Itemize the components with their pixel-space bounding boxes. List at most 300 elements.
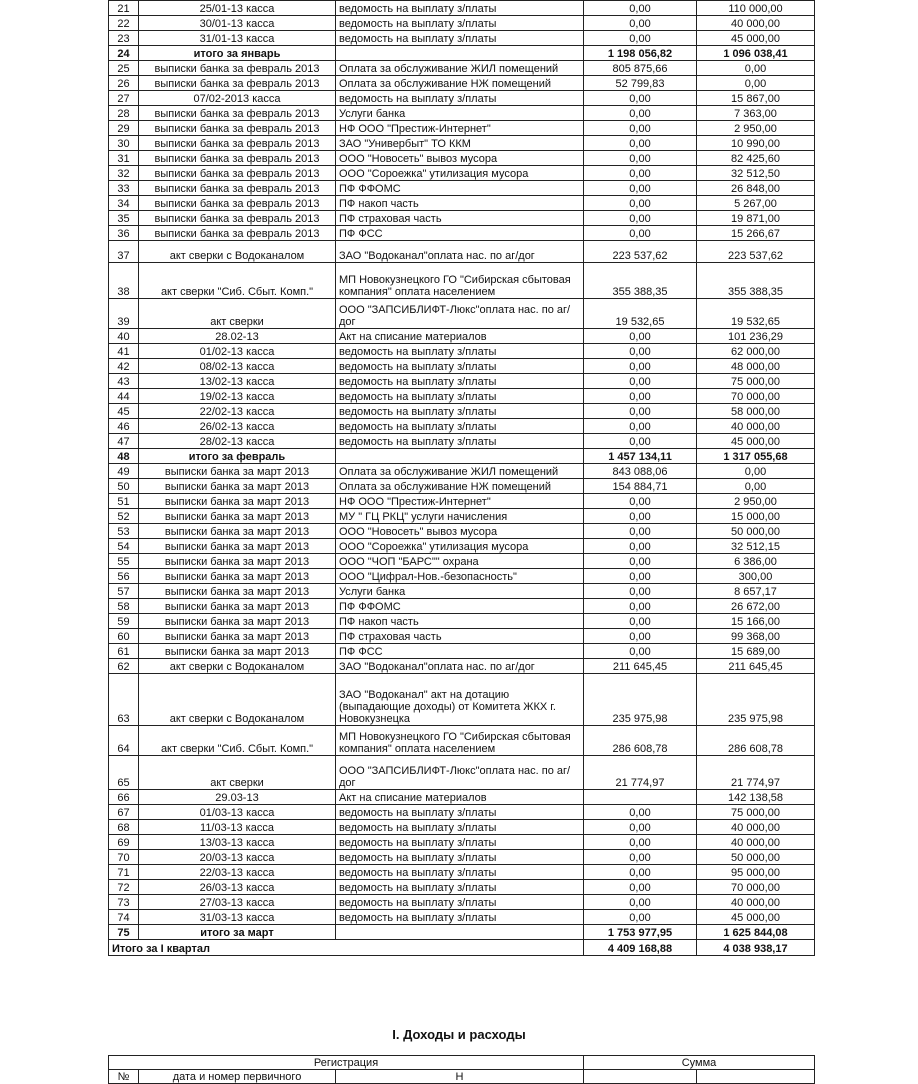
table-row [109,880,815,895]
expense-cell: 21 774,97 [697,756,815,790]
date-number-header: дата и номер первичного [139,1070,336,1084]
description-cell: ООО "ЗАПСИБЛИФТ-Люкс"оплата нас. по аг/дог [336,756,584,790]
row-number: 48 [109,449,139,464]
income-cell: 0,00 [584,211,697,226]
description-cell: ООО "Сороежка" утилизация мусора [336,539,584,554]
income-cell: 0,00 [584,805,697,820]
quarter-total-label: Итого за I квартал [109,940,584,956]
row-number: 23 [109,31,139,46]
expense-cell: 8 657,17 [697,584,815,599]
row-number: 35 [109,211,139,226]
income-cell: 211 645,45 [584,659,697,674]
subtotal-row [109,46,815,61]
registration-cell: выписки банка за февраль 2013 [139,226,336,241]
table-row [109,1,815,16]
registration-cell: 28.02-13 [139,329,336,344]
registration-cell: выписки банка за февраль 2013 [139,61,336,76]
registration-cell: выписки банка за март 2013 [139,629,336,644]
description-cell: ПФ ФСС [336,226,584,241]
registration-cell: акт сверки [139,756,336,790]
row-number: 37 [109,241,139,263]
income-cell: 0,00 [584,524,697,539]
description-cell: ПФ страховая часть [336,211,584,226]
description-cell: МП Новокузнецкого ГО "Сибирская сбытовая компания" оплата населением [336,726,584,756]
registration-cell: выписки банка за март 2013 [139,554,336,569]
registration-cell: выписки банка за март 2013 [139,599,336,614]
expense-cell: 32 512,50 [697,166,815,181]
row-number: 28 [109,106,139,121]
expense-cell: 48 000,00 [697,359,815,374]
registration-cell: выписки банка за март 2013 [139,644,336,659]
income-cell: 0,00 [584,226,697,241]
expense-cell: 19 871,00 [697,211,815,226]
table-row [109,151,815,166]
table-row [109,865,815,880]
income-cell: 235 975,98 [584,674,697,726]
description-cell: Оплата за обслуживание НЖ помещений [336,76,584,91]
expense-cell: 110 000,00 [697,1,815,16]
description-cell: ЗАО "Водоканал"оплата нас. по аг/дог [336,241,584,263]
description-cell: ведомость на выплату з/платы [336,344,584,359]
table-row [109,790,815,805]
table-row [109,404,815,419]
row-number: 68 [109,820,139,835]
income-cell: 0,00 [584,121,697,136]
income-cell: 0,00 [584,820,697,835]
description-cell [336,925,584,940]
income-cell: 0,00 [584,359,697,374]
row-number: 54 [109,539,139,554]
income-cell: 21 774,97 [584,756,697,790]
expense-cell: 70 000,00 [697,389,815,404]
table-row [109,659,815,674]
table-row [109,434,815,449]
income-cell: 0,00 [584,910,697,925]
description-cell: ведомость на выплату з/платы [336,359,584,374]
row-number: 55 [109,554,139,569]
table-row [109,805,815,820]
row-number: 58 [109,599,139,614]
income-cell: 0,00 [584,494,697,509]
registration-cell: выписки банка за март 2013 [139,614,336,629]
row-number: 44 [109,389,139,404]
registration-cell: 26/02-13 касса [139,419,336,434]
expense-cell: 70 000,00 [697,880,815,895]
expense-cell: 355 388,35 [697,263,815,299]
income-cell: 0,00 [584,106,697,121]
income-cell: 0,00 [584,136,697,151]
table-row [109,584,815,599]
row-number: 60 [109,629,139,644]
expense-cell: 300,00 [697,569,815,584]
income-cell: 1 198 056,82 [584,46,697,61]
table-row [109,850,815,865]
description-cell: ПФ страховая часть [336,629,584,644]
expense-cell: 0,00 [697,61,815,76]
table-row [109,389,815,404]
expense-cell: 62 000,00 [697,344,815,359]
expense-cell: 2 950,00 [697,121,815,136]
registration-cell: 20/03-13 касса [139,850,336,865]
subtotal-row [109,449,815,464]
description-cell: ведомость на выплату з/платы [336,404,584,419]
expense-cell: 40 000,00 [697,820,815,835]
registration-cell: 26/03-13 касса [139,880,336,895]
registration-cell: 31/01-13 касса [139,31,336,46]
registration-cell: акт сверки с Водоканалом [139,241,336,263]
row-number: 27 [109,91,139,106]
registration-cell: акт сверки с Водоканалом [139,659,336,674]
income-cell [584,790,697,805]
row-number: 21 [109,1,139,16]
registration-cell: 27/03-13 касса [139,895,336,910]
description-cell: ЗАО "Водоканал"оплата нас. по аг/дог [336,659,584,674]
income-cell: 0,00 [584,865,697,880]
description-cell: ПФ ФФОМС [336,599,584,614]
row-number: 40 [109,329,139,344]
registration-cell: выписки банка за февраль 2013 [139,121,336,136]
expense-cell: 2 950,00 [697,494,815,509]
registration-cell: итого за январь [139,46,336,61]
registration-cell: 13/02-13 касса [139,374,336,389]
registration-cell: 22/03-13 касса [139,865,336,880]
table-row [109,359,815,374]
row-number: 25 [109,61,139,76]
description-cell: МП Новокузнецкого ГО "Сибирская сбытовая компания" оплата населением [336,263,584,299]
expense-cell: 99 368,00 [697,629,815,644]
description-cell: НФ ООО "Престиж-Интернет" [336,494,584,509]
expense-cell: 5 267,00 [697,196,815,211]
registration-cell: 22/02-13 касса [139,404,336,419]
table-row [109,16,815,31]
expense-cell: 45 000,00 [697,434,815,449]
income-cell: 0,00 [584,404,697,419]
row-number: 43 [109,374,139,389]
expense-cell: 45 000,00 [697,31,815,46]
quarter-total-expense: 4 038 938,17 [697,940,815,956]
income-cell: 0,00 [584,166,697,181]
registration-cell: акт сверки [139,299,336,329]
expense-cell: 0,00 [697,76,815,91]
empty-header [697,1070,815,1084]
description-cell: ведомость на выплату з/платы [336,374,584,389]
row-number: 26 [109,76,139,91]
income-cell: 0,00 [584,835,697,850]
registration-cell: выписки банка за март 2013 [139,464,336,479]
registration-cell: 13/03-13 касса [139,835,336,850]
row-number: 30 [109,136,139,151]
expense-cell: 40 000,00 [697,16,815,31]
registration-cell: 01/03-13 касса [139,805,336,820]
expense-cell: 7 363,00 [697,106,815,121]
table-row [109,895,815,910]
income-cell: 0,00 [584,344,697,359]
registration-cell: выписки банка за февраль 2013 [139,196,336,211]
table-row [109,554,815,569]
expense-cell: 223 537,62 [697,241,815,263]
income-cell: 0,00 [584,880,697,895]
expense-cell: 82 425,60 [697,151,815,166]
table-row [109,599,815,614]
table-row [109,76,815,91]
expense-cell: 58 000,00 [697,404,815,419]
table-row [109,494,815,509]
description-cell: Оплата за обслуживание ЖИЛ помещений [336,464,584,479]
description-cell: ООО "ЗАПСИБЛИФТ-Люкс"оплата нас. по аг/дог [336,299,584,329]
table-row [109,241,815,263]
expense-cell: 142 138,58 [697,790,815,805]
income-cell: 286 608,78 [584,726,697,756]
income-cell: 0,00 [584,569,697,584]
description-cell: ПФ ФСС [336,644,584,659]
row-number: 62 [109,659,139,674]
expense-cell: 26 672,00 [697,599,815,614]
row-number: 52 [109,509,139,524]
description-cell: ведомость на выплату з/платы [336,91,584,106]
description-cell: ООО "Сороежка" утилизация мусора [336,166,584,181]
quarter-total-income: 4 409 168,88 [584,940,697,956]
expense-cell: 40 000,00 [697,895,815,910]
table-row [109,299,815,329]
expense-cell: 101 236,29 [697,329,815,344]
description-cell: НФ ООО "Престиж-Интернет" [336,121,584,136]
description-cell: ООО "Цифрал-Нов.-безопасность" [336,569,584,584]
expense-cell: 40 000,00 [697,419,815,434]
description-cell: ведомость на выплату з/платы [336,850,584,865]
table-row [109,211,815,226]
row-number: 47 [109,434,139,449]
description-cell: ведомость на выплату з/платы [336,880,584,895]
expense-cell: 15 867,00 [697,91,815,106]
income-cell: 0,00 [584,629,697,644]
income-cell: 0,00 [584,196,697,211]
income-cell: 0,00 [584,31,697,46]
expense-cell: 45 000,00 [697,910,815,925]
income-cell: 0,00 [584,584,697,599]
row-number: 51 [109,494,139,509]
empty-header [584,1070,697,1084]
table-row [109,629,815,644]
row-number: 36 [109,226,139,241]
registration-cell: выписки банка за март 2013 [139,569,336,584]
table-row [109,263,815,299]
registration-cell: 28/02-13 касса [139,434,336,449]
table-row [109,726,815,756]
row-number: 45 [109,404,139,419]
income-cell: 355 388,35 [584,263,697,299]
table-row [109,181,815,196]
income-cell: 0,00 [584,644,697,659]
income-cell: 0,00 [584,419,697,434]
registration-cell: итого за март [139,925,336,940]
expense-cell: 6 386,00 [697,554,815,569]
description-cell: ЗАО "Водоканал" акт на дотацию (выпадающие доходы) от Комитета ЖКХ г. Новокузнецка [336,674,584,726]
section-title: I. Доходы и расходы [392,1027,526,1042]
registration-cell: 19/02-13 касса [139,389,336,404]
income-cell: 0,00 [584,151,697,166]
description-cell: ПФ накоп часть [336,614,584,629]
expense-cell: 0,00 [697,464,815,479]
registration-cell: 11/03-13 касса [139,820,336,835]
quarter-total-row [109,940,815,956]
row-number: 34 [109,196,139,211]
table-row [109,61,815,76]
expense-cell: 26 848,00 [697,181,815,196]
income-cell: 0,00 [584,1,697,16]
row-number: 22 [109,16,139,31]
registration-cell: выписки банка за февраль 2013 [139,136,336,151]
row-number: 63 [109,674,139,726]
row-number: 42 [109,359,139,374]
table-row [109,910,815,925]
income-cell: 843 088,06 [584,464,697,479]
description-cell: ведомость на выплату з/платы [336,910,584,925]
registration-cell: выписки банка за февраль 2013 [139,151,336,166]
income-cell: 0,00 [584,389,697,404]
table-row [109,166,815,181]
registration-cell: выписки банка за февраль 2013 [139,181,336,196]
row-number: 74 [109,910,139,925]
registration-cell: выписки банка за март 2013 [139,494,336,509]
table-row [109,374,815,389]
description-cell: ПФ накоп часть [336,196,584,211]
income-cell: 0,00 [584,374,697,389]
table-row [109,539,815,554]
description-cell [336,46,584,61]
description-cell: ведомость на выплату з/платы [336,419,584,434]
row-number: 32 [109,166,139,181]
row-number: 38 [109,263,139,299]
expense-cell: 15 689,00 [697,644,815,659]
row-number: 64 [109,726,139,756]
table-row [109,226,815,241]
income-cell: 19 532,65 [584,299,697,329]
income-cell: 0,00 [584,329,697,344]
registration-cell: выписки банка за февраль 2013 [139,106,336,121]
table-row [109,419,815,434]
income-cell: 1 753 977,95 [584,925,697,940]
description-cell: ООО "Новосеть" вывоз мусора [336,151,584,166]
table-row [109,136,815,151]
income-cell: 0,00 [584,16,697,31]
income-cell: 0,00 [584,91,697,106]
table-row [109,106,815,121]
registration-cell: акт сверки "Сиб. Сбыт. Комп." [139,726,336,756]
row-number: 73 [109,895,139,910]
description-cell: ведомость на выплату з/платы [336,895,584,910]
row-number: 67 [109,805,139,820]
row-number: 33 [109,181,139,196]
registration-cell: выписки банка за февраль 2013 [139,211,336,226]
income-cell: 0,00 [584,539,697,554]
registration-cell: выписки банка за март 2013 [139,509,336,524]
expense-cell: 211 645,45 [697,659,815,674]
expense-cell: 286 608,78 [697,726,815,756]
table-row [109,31,815,46]
description-cell: ведомость на выплату з/платы [336,31,584,46]
expense-cell: 0,00 [697,479,815,494]
expense-cell: 75 000,00 [697,374,815,389]
description-cell: Акт на списание материалов [336,790,584,805]
row-number: 49 [109,464,139,479]
income-cell: 52 799,83 [584,76,697,91]
registration-cell: акт сверки с Водоканалом [139,674,336,726]
description-cell: ведомость на выплату з/платы [336,835,584,850]
registration-cell: итого за февраль [139,449,336,464]
registration-cell: 31/03-13 касса [139,910,336,925]
row-number: 66 [109,790,139,805]
table-row [109,464,815,479]
row-number: 31 [109,151,139,166]
table-row [109,820,815,835]
registration-cell: 01/02-13 касса [139,344,336,359]
expense-cell: 15 000,00 [697,509,815,524]
table-row [109,674,815,726]
registration-cell: выписки банка за март 2013 [139,479,336,494]
description-cell: ведомость на выплату з/платы [336,805,584,820]
income-cell: 0,00 [584,895,697,910]
income-cell: 1 457 134,11 [584,449,697,464]
income-cell: 0,00 [584,509,697,524]
expense-cell: 1 625 844,08 [697,925,815,940]
expense-cell: 50 000,00 [697,850,815,865]
row-number: 50 [109,479,139,494]
description-cell: ведомость на выплату з/платы [336,434,584,449]
description-cell: ПФ ФФОМС [336,181,584,196]
row-number: 56 [109,569,139,584]
registration-cell: 25/01-13 касса [139,1,336,16]
row-number: 72 [109,880,139,895]
income-cell: 0,00 [584,554,697,569]
sum-header: Сумма [584,1056,815,1070]
description-cell: ведомость на выплату з/платы [336,389,584,404]
row-number: 71 [109,865,139,880]
description-cell: ведомость на выплату з/платы [336,820,584,835]
expense-cell: 95 000,00 [697,865,815,880]
row-number: 57 [109,584,139,599]
table-row [109,91,815,106]
table-row [109,344,815,359]
row-number: 29 [109,121,139,136]
expense-cell: 1 317 055,68 [697,449,815,464]
income-cell: 0,00 [584,850,697,865]
expense-cell: 75 000,00 [697,805,815,820]
registration-cell: выписки банка за февраль 2013 [139,166,336,181]
expense-cell: 19 532,65 [697,299,815,329]
row-number: 65 [109,756,139,790]
row-number: 53 [109,524,139,539]
registration-cell: выписки банка за март 2013 [139,539,336,554]
income-cell: 154 884,71 [584,479,697,494]
expense-cell: 10 990,00 [697,136,815,151]
registration-header: Регистрация [109,1056,584,1070]
table-row [109,479,815,494]
registration-cell: акт сверки "Сиб. Сбыт. Комп." [139,263,336,299]
description-cell: ООО "Новосеть" вывоз мусора [336,524,584,539]
expense-cell: 235 975,98 [697,674,815,726]
expense-cell: 32 512,15 [697,539,815,554]
registration-cell: 30/01-13 касса [139,16,336,31]
table-row [109,329,815,344]
subtotal-row [109,925,815,940]
table-row [109,835,815,850]
expense-cell: 15 266,67 [697,226,815,241]
income-cell: 805 875,66 [584,61,697,76]
income-cell: 223 537,62 [584,241,697,263]
description-cell [336,449,584,464]
registration-cell: выписки банка за март 2013 [139,524,336,539]
registration-cell: выписки банка за март 2013 [139,584,336,599]
